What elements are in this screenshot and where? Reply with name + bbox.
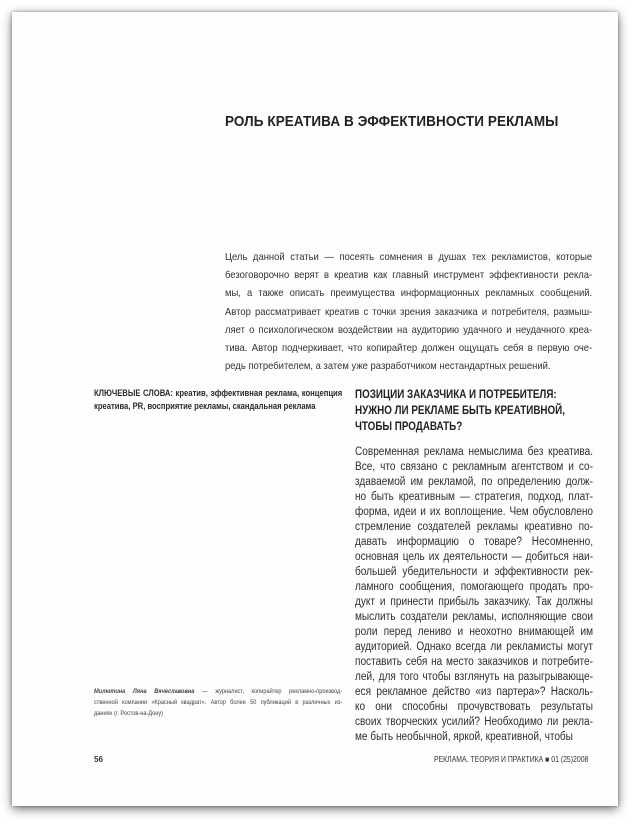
keywords-line: креатива, PR, восприятие рекламы, скандальная реклама bbox=[94, 401, 316, 411]
body-line: мыслить создатели рекламы, исполняющие свои bbox=[355, 610, 593, 623]
keywords-line: КЛЮЧЕВЫЕ СЛОВА: креатив, эффективная реклама, концепция bbox=[94, 388, 343, 398]
body-line: здаваемой им рекламой, по определению долж- bbox=[355, 475, 593, 488]
abstract-line: безоговорочно верят в креатив как главный инструмент эффективности рекла- bbox=[225, 269, 593, 282]
section-heading-line: ПОЗИЦИИ ЗАКАЗЧИКА И ПОТРЕБИТЕЛЯ: bbox=[355, 387, 557, 401]
body-line: Все, что связано с рекламным агентством и со- bbox=[355, 460, 593, 473]
abstract-line: редь потребителем, а затем уже разработчиком нестандартных решений. bbox=[225, 360, 551, 373]
abstract-line: Автор рассматривает креатив с точки зрения заказчика и потребителя, размыш- bbox=[225, 305, 593, 318]
section-body bbox=[355, 445, 593, 745]
body-line: лей, для того чтобы взглянуть на разыгрывающе- bbox=[355, 670, 593, 683]
body-line: ламного сообщения, помогающего продать про- bbox=[355, 580, 593, 593]
body-line: но быть креативным — стратегия, подход, плат- bbox=[355, 490, 593, 503]
body-line: Современная реклама немыслима без креатива. bbox=[355, 445, 593, 458]
section-heading bbox=[355, 386, 593, 434]
body-line: аудиторией. Однако всегда ли рекламисты могут bbox=[355, 640, 593, 653]
body-line: своих творческих усилий? Необходимо ли рекла- bbox=[355, 715, 593, 728]
section-heading-line: ЧТОБЫ ПРОДАВАТЬ? bbox=[355, 419, 463, 433]
abstract-line: ляет о психологическом воздействии на аудиторию удачного и неудачного креа- bbox=[225, 323, 593, 336]
body-line: форма, идеи и их воплощение. Чем обусловлено bbox=[355, 505, 593, 518]
body-line: поставить себя на место заказчиков и потребите- bbox=[355, 655, 593, 668]
body-line: основная цель их деятельности — добиться наи- bbox=[355, 550, 593, 563]
abstract-line: тива. Автор подчеркивает, что копирайтер должен ощущать себя в первую оче- bbox=[225, 342, 593, 355]
body-line: ме быть необычной, яркой, креативной, чтобы bbox=[355, 730, 573, 743]
author-note bbox=[94, 686, 342, 719]
author-note-line: ственной компании «Красный квадрат». Автор более 50 публикаций в различных из- bbox=[94, 699, 343, 706]
author-name: Милютина Ляна Вячеславовна bbox=[94, 688, 195, 695]
author-note-line bbox=[94, 686, 342, 697]
body-line: дукт и принести прибыль заказчику. Так должны bbox=[355, 595, 593, 608]
body-line: большей убедительности и эффективности рек- bbox=[355, 565, 593, 578]
body-line: стремление создателей рекламы креативно по- bbox=[355, 520, 593, 533]
journal-page bbox=[12, 12, 618, 806]
body-line: ко они способны прочувствовать результаты bbox=[355, 700, 593, 713]
author-description: — журналист, копирайтер рекламно-производ- bbox=[194, 688, 343, 695]
abstract-line: мы, а также описать преимущества информационных рекламных сообщений. bbox=[225, 287, 593, 300]
page-number: 56 bbox=[94, 755, 103, 764]
section-heading-line: НУЖНО ЛИ РЕКЛАМЕ БЫТЬ КРЕАТИВНОЙ, bbox=[355, 403, 565, 417]
journal-footer: РЕКЛАМА. ТЕОРИЯ И ПРАКТИКА ■ 01 (25)2008 bbox=[434, 755, 589, 764]
author-note-more bbox=[94, 697, 342, 719]
body-line: давать информацию о товаре? Несомненно, bbox=[355, 535, 593, 548]
keywords bbox=[94, 387, 342, 413]
body-line: роли перед лениво и неохотно внимающей им bbox=[355, 625, 593, 638]
author-note-line: даниях (г. Ростов-на-Дону) bbox=[94, 710, 164, 717]
article-title: РОЛЬ КРЕАТИВА В ЭФФЕКТИВНОСТИ РЕКЛАМЫ bbox=[225, 113, 559, 130]
body-line: еся рекламное действо «из партера»? Насколь- bbox=[355, 685, 593, 698]
abstract-line: Цель данной статьи — посеять сомнения в душах тех рекламистов, которые bbox=[225, 251, 593, 263]
article-abstract bbox=[225, 248, 592, 375]
